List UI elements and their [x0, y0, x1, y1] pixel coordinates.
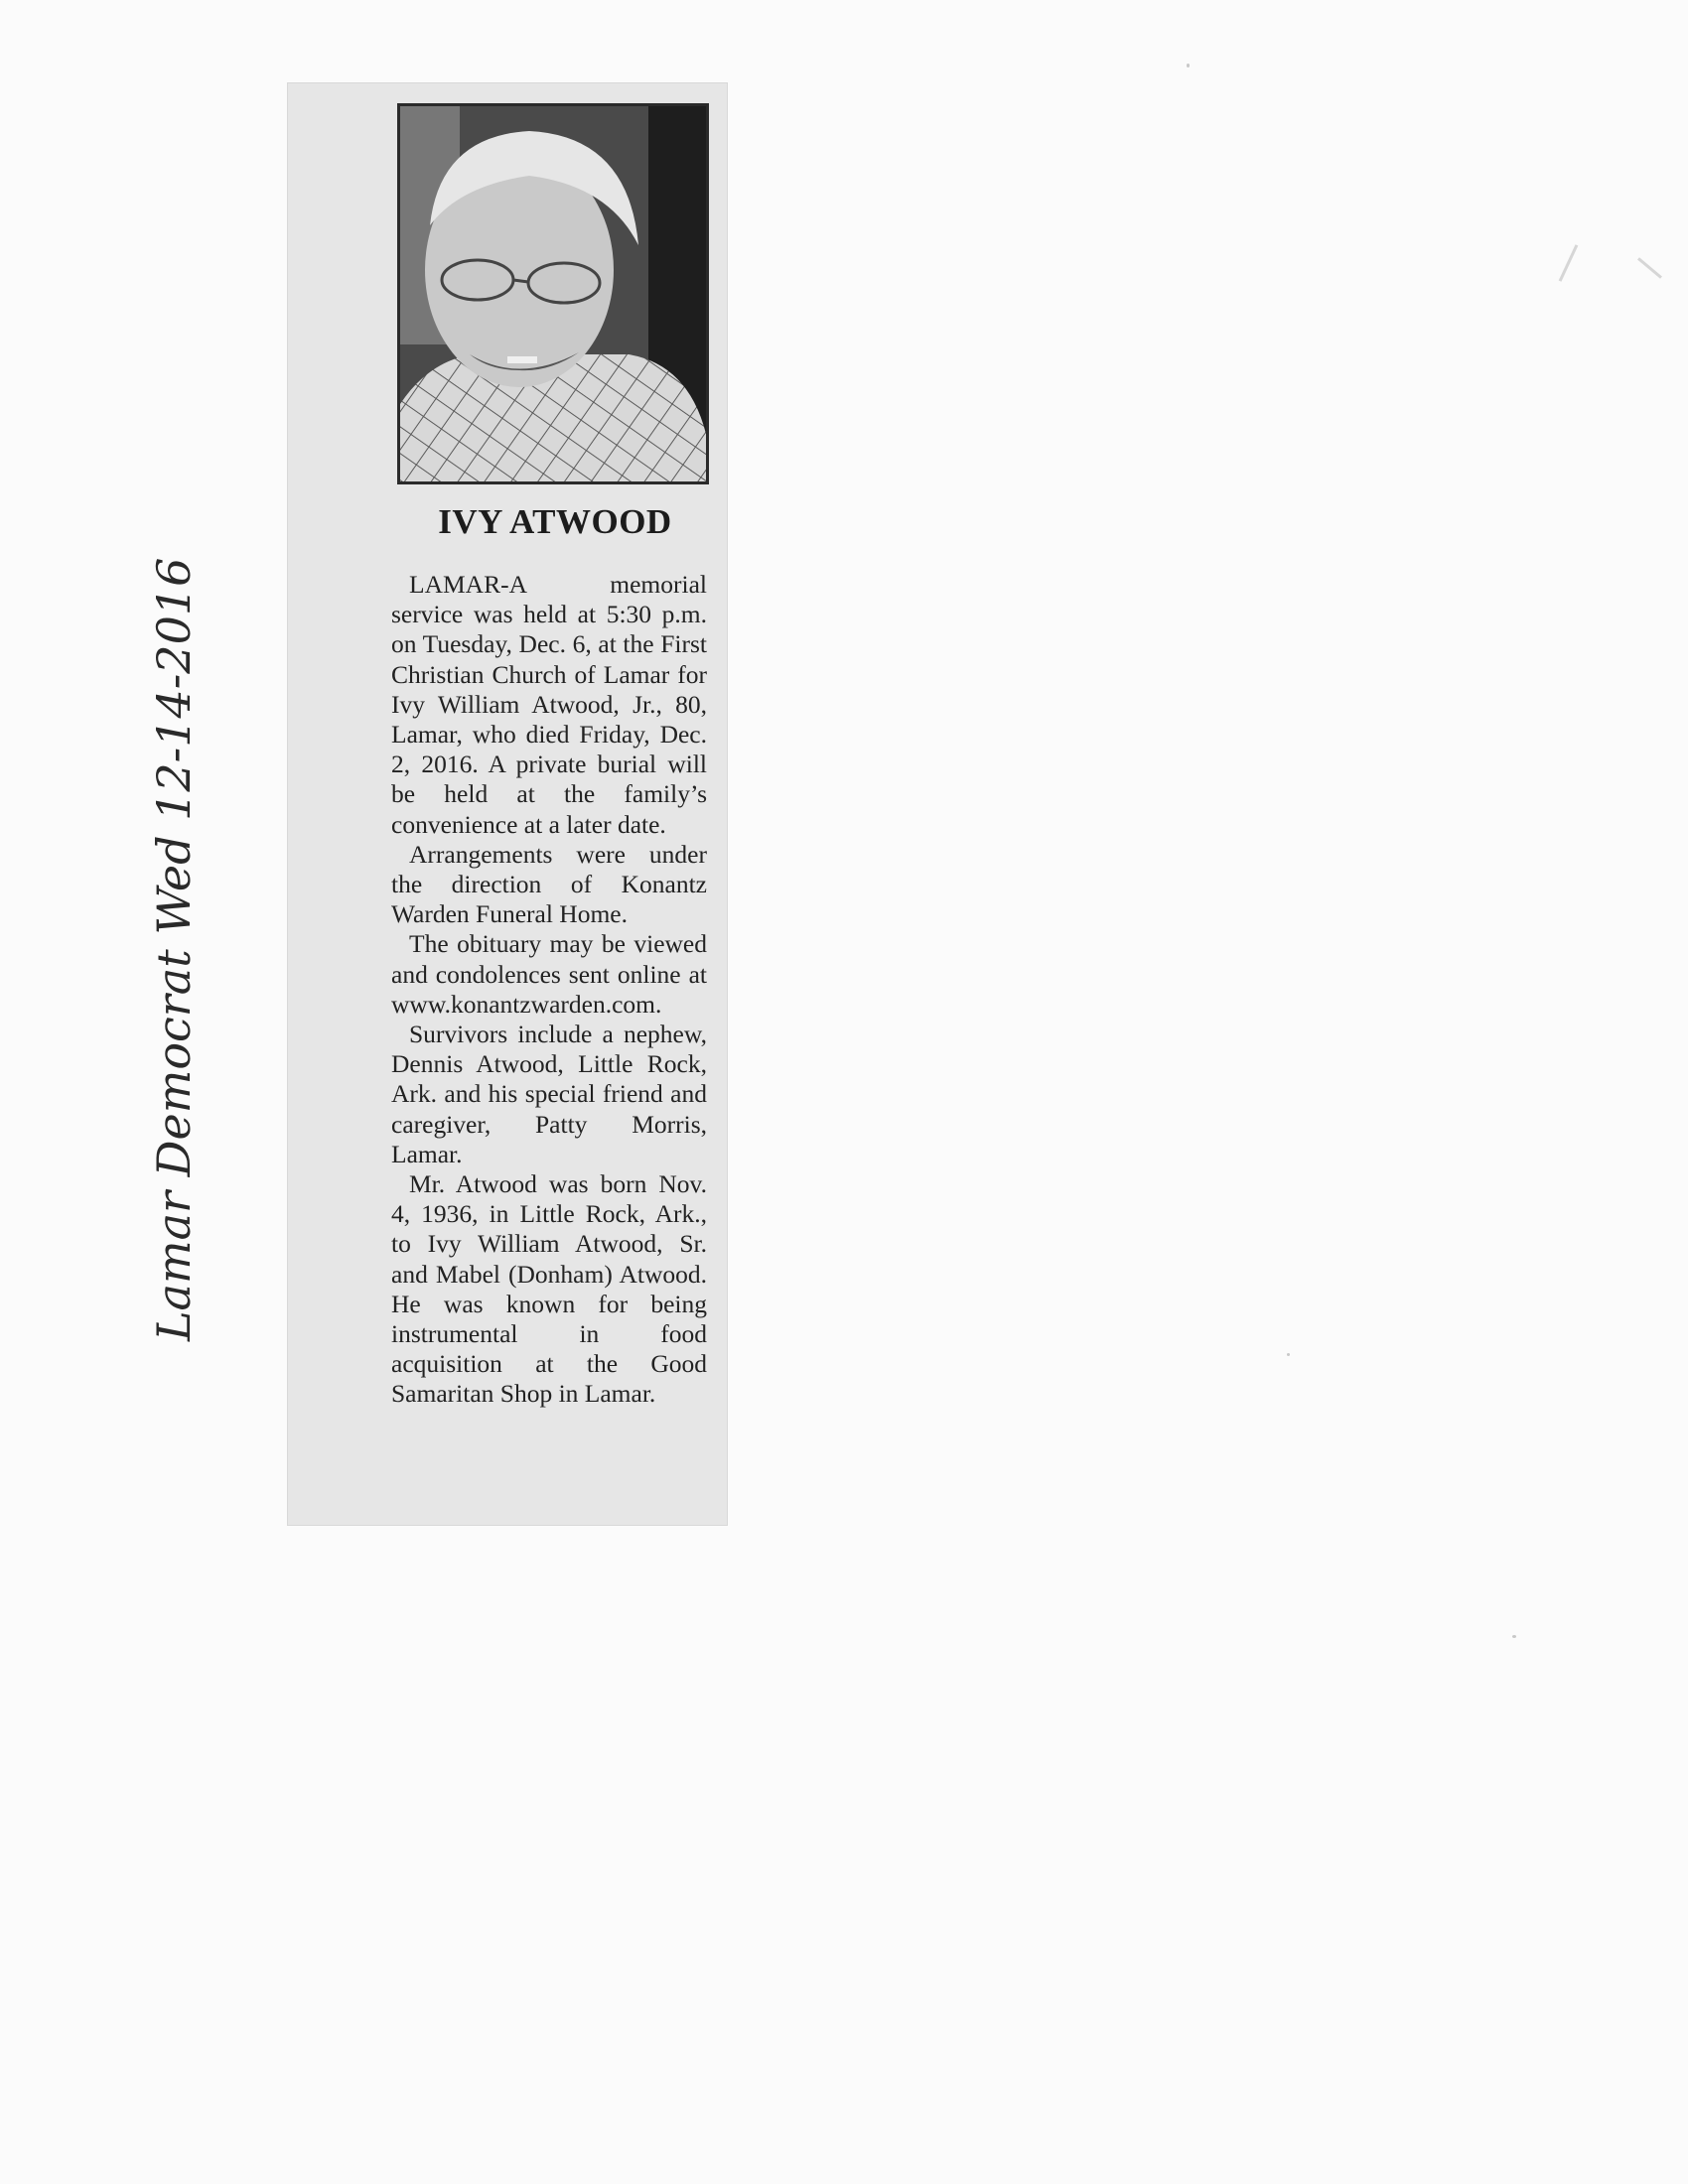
obituary-paragraph: Mr. Atwood was born Nov. 4, 1936, in Little Rock, Ark., to Ivy William Atwood, Sr. and Mabel (Donham) Atwood. He was known for being instrumental in food acquisition at the Good Samaritan Shop in Lamar. [391, 1169, 707, 1409]
obituary-paragraph: The obituary may be viewed and condolences sent online at www.konantzwarden.com. [391, 929, 707, 1019]
scan-streak [1559, 244, 1579, 282]
scan-speck [1287, 1353, 1290, 1356]
newspaper-clipping [147, 83, 727, 1525]
scan-speck [1512, 1635, 1516, 1638]
obituary-paragraph: Arrangements were under the direction of Konantz Warden Funeral Home. [391, 839, 707, 929]
obituary-paragraph: LAMAR-A memorial service was held at 5:30 p.m. on Tuesday, Dec. 6, at the First Christian Church of Lamar for Ivy William Atwood, Jr., 80, Lamar, who died Friday, Dec. 2, 2016. A private burial will be held at the family’s convenience at a later date. [391, 570, 707, 839]
handwritten-source-note: Lamar Democrat Wed 12-14-2016 [147, 557, 201, 1341]
obituary-paragraph: Survivors include a nephew, Dennis Atwood, Little Rock, Ark. and his special friend and caregiver, Patty Morris, Lamar. [391, 1020, 707, 1168]
scan-streak [1637, 257, 1662, 279]
obituary-headline: IVY ATWOOD [438, 502, 672, 541]
scan-speck [1187, 64, 1190, 68]
portrait-illustration [400, 106, 706, 481]
portrait-photo [397, 103, 709, 484]
obituary-body [391, 570, 707, 1410]
